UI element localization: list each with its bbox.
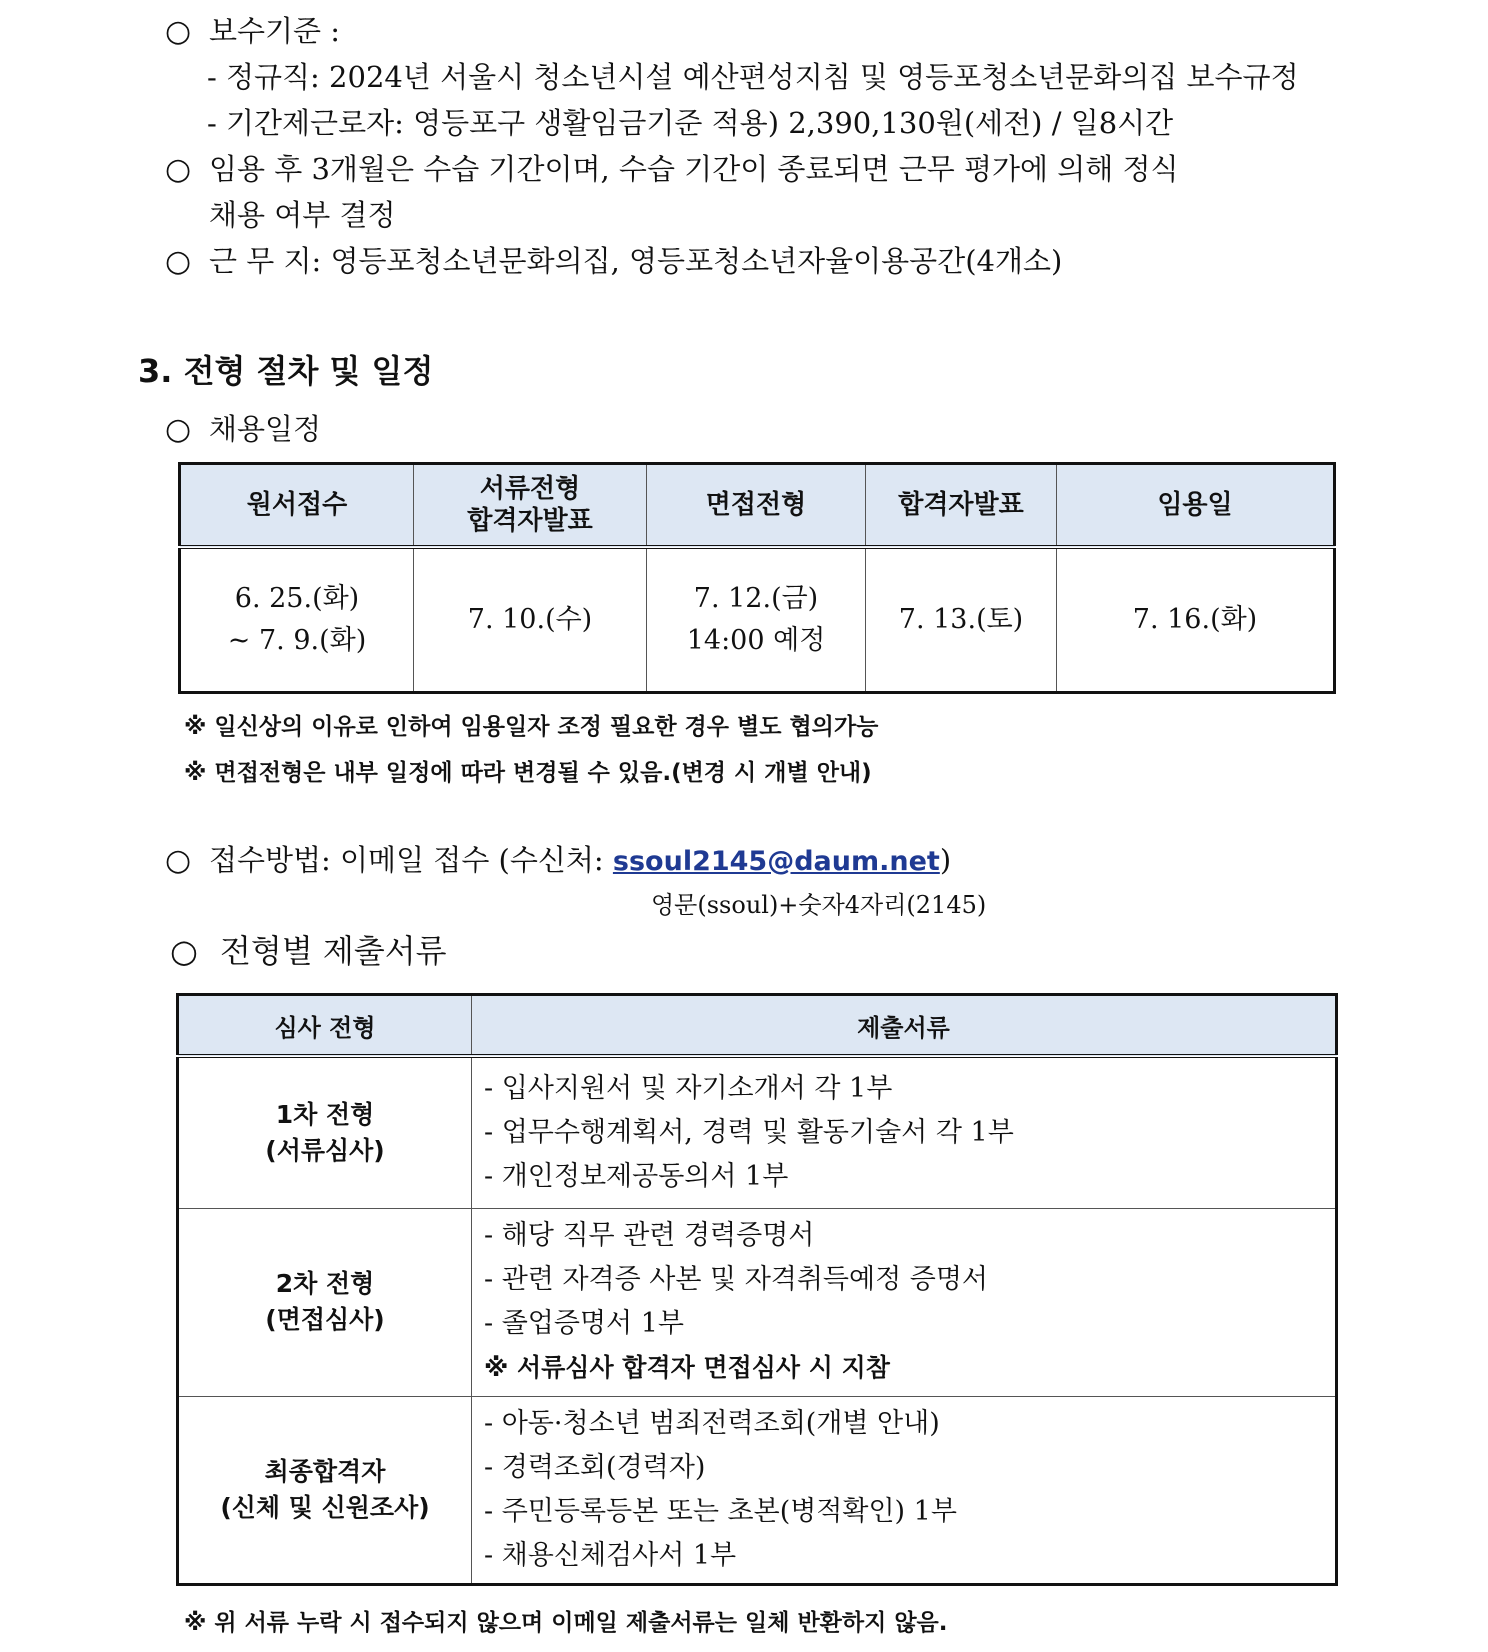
- note-2: ※ 면접전형은 내부 일정에 따라 변경될 수 있음.(변경 시 개별 안내): [184, 760, 872, 786]
- email-hint: 영문(ssoul)+숫자4자리(2145): [651, 891, 987, 919]
- interview-date: 7. 12.(금): [693, 583, 819, 614]
- section-heading: 3. 전형 절차 및 일정: [138, 352, 434, 390]
- application-line: [165, 841, 951, 881]
- header-apply: 원서접수: [180, 464, 414, 548]
- pay-regular: - 정규직: 2024년 서울시 청소년시설 예산편성지침 및 영등포청소년문화의집 보수규정: [207, 60, 1299, 94]
- pay-fixed-term: - 기간제근로자: 영등포구 생활임금기준 적용) 2,390,130원(세전) / 일8시간: [207, 106, 1174, 140]
- bullet-circle: ○: [165, 244, 192, 279]
- list-item: - 개인정보제공동의서 1부: [484, 1160, 789, 1192]
- bullet-circle: ○: [165, 152, 192, 187]
- pay-title: 보수기준 :: [209, 14, 341, 48]
- bullet-circle: ○: [165, 843, 192, 878]
- header-doc-result-line1: 서류전형: [479, 474, 581, 504]
- pay-title-line: [165, 12, 340, 51]
- probation-text-2: 채용 여부 결정: [209, 198, 396, 232]
- documents-label: 전형별 제출서류: [220, 932, 447, 970]
- schedule-header-row: [180, 464, 1335, 548]
- probation-line: [165, 150, 1179, 189]
- stage-1-type: (서류심사): [265, 1135, 385, 1165]
- stage-3-name: 최종합격자: [264, 1456, 386, 1486]
- bullet-circle: ○: [165, 14, 192, 49]
- header-final-result: 합격자발표: [866, 464, 1057, 548]
- apply-date-1: 6. 25.(화): [234, 583, 360, 614]
- list-item: - 업무수행계획서, 경력 및 활동기술서 각 1부: [484, 1116, 1014, 1148]
- schedule-label-line: [165, 410, 321, 449]
- items-1: [472, 1056, 1337, 1208]
- header-start: 임용일: [1057, 464, 1335, 548]
- stage-2-name: 2차 전형: [275, 1269, 375, 1298]
- list-item: - 해당 직무 관련 경력증명서: [484, 1220, 815, 1251]
- documents-row-3: [178, 1396, 1337, 1584]
- bullet-circle: ○: [170, 932, 198, 970]
- cell-final-result: 7. 13.(토): [866, 547, 1057, 693]
- stage-3: [178, 1396, 472, 1584]
- header-doc-result-line2: 합격자발표: [467, 506, 593, 536]
- documents-row-2: [178, 1208, 1337, 1396]
- email-link[interactable]: ssoul2145@daum.net: [612, 846, 940, 877]
- cell-interview: [647, 547, 866, 693]
- apply-date-2: ~ 7. 9.(화): [227, 625, 367, 656]
- list-item: - 채용신체검사서 1부: [484, 1539, 737, 1571]
- footer-note: ※ 위 서류 누락 시 접수되지 않으며 이메일 제출서류는 일체 반환하지 않음.: [184, 1610, 948, 1636]
- workplace-line: [165, 242, 1062, 281]
- note-1: ※ 일신상의 이유로 인하여 임용일자 조정 필요한 경우 별도 협의가능: [184, 714, 879, 740]
- items-2-note: ※ 서류심사 합격자 면접심사 시 지참: [484, 1353, 890, 1382]
- documents-row-1: [178, 1056, 1337, 1208]
- header-stage: 심사 전형: [178, 995, 472, 1057]
- cell-doc-result: 7. 10.(수): [414, 547, 647, 693]
- stage-2: [178, 1208, 472, 1396]
- list-item: - 관련 자격증 사본 및 자격취득예정 증명서: [484, 1264, 989, 1295]
- list-item: - 입사지원서 및 자기소개서 각 1부: [484, 1072, 893, 1104]
- list-item: - 경력조회(경력자): [484, 1451, 706, 1483]
- application-suffix: ): [939, 843, 952, 877]
- header-interview: 면접전형: [647, 464, 866, 548]
- stage-1-name: 1차 전형: [275, 1099, 375, 1129]
- stage-2-type: (면접심사): [265, 1305, 385, 1334]
- bullet-circle: ○: [165, 412, 192, 447]
- items-2: [472, 1208, 1337, 1396]
- cell-start: 7. 16.(화): [1057, 547, 1335, 693]
- cell-apply: [180, 547, 414, 693]
- schedule-table: [178, 462, 1336, 694]
- documents-table: [176, 993, 1338, 1586]
- list-item: - 주민등록등본 또는 초본(병적확인) 1부: [484, 1495, 957, 1527]
- workplace-text: 근 무 지: 영등포청소년문화의집, 영등포청소년자율이용공간(4개소): [209, 244, 1063, 278]
- schedule-row: [180, 547, 1335, 693]
- items-3: [472, 1396, 1337, 1584]
- probation-text: 임용 후 3개월은 수습 기간이며, 수습 기간이 종료되면 근무 평가에 의해 정식: [209, 152, 1179, 186]
- header-docs: 제출서류: [472, 995, 1337, 1057]
- stage-3-type: (신체 및 신원조사): [220, 1492, 430, 1522]
- stage-1: [178, 1056, 472, 1208]
- header-doc-result: [414, 464, 647, 548]
- documents-header-row: [178, 995, 1337, 1057]
- list-item: - 졸업증명서 1부: [484, 1308, 684, 1339]
- list-item: - 아동·청소년 범죄전력조회(개별 안내): [484, 1407, 940, 1439]
- documents-label-line: [170, 932, 447, 970]
- interview-time: 14:00 예정: [686, 625, 826, 656]
- schedule-label: 채용일정: [209, 412, 322, 446]
- application-prefix: 접수방법: 이메일 접수 (수신처:: [209, 843, 613, 877]
